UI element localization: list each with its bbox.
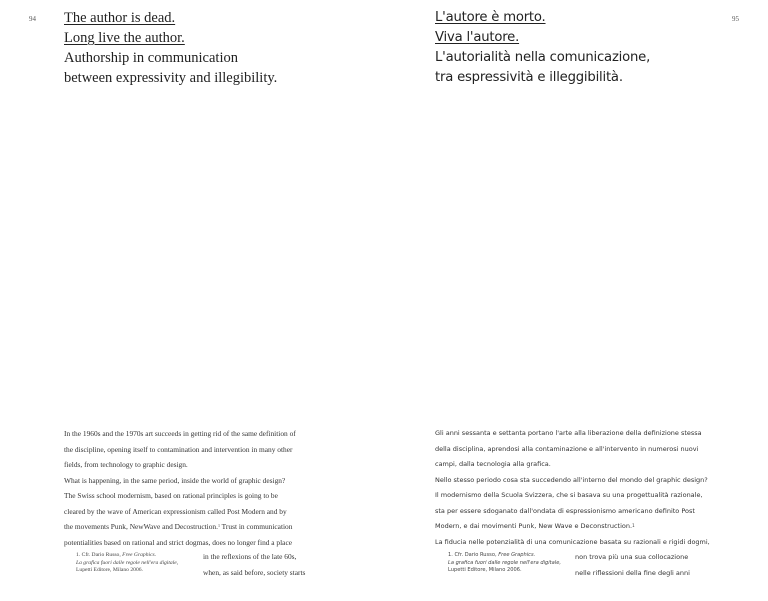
page-title	[435, 8, 650, 88]
body-line: Modern, e dai movimenti Punk, New Wave e Deconstruction.$^1$	[435, 522, 635, 530]
title-line-1: L'autore è morto.	[435, 10, 546, 25]
body-line: sta per essere sdoganato dall'ondata di espressionismo americano definito Post	[435, 506, 695, 515]
page-number: 94	[29, 15, 36, 23]
page-title	[64, 8, 277, 88]
body-continuation: in the reflexions of the late 60s, when, as said before, society starts	[203, 552, 306, 577]
title-line-2: Long live the author.	[64, 30, 185, 46]
page-number: 95	[732, 15, 739, 23]
title-line-4: tra espressività e illeggibilità.	[435, 70, 623, 85]
footnote: 1. Cfr. Dario Russo, Free Graphics. La grafica fuori dalle regole nell'era digitale, Lupetti Editore, Milano 2006.	[448, 552, 561, 574]
body-line: the discipline, opening itself to contamination and intervention in many other	[64, 444, 293, 454]
body-line: cleared by the wave of American expressionism called Post Modern and by	[64, 506, 287, 516]
right-page	[384, 0, 768, 601]
title-line-3: L'autorialità nella comunicazione,	[435, 50, 651, 65]
body-line: potentialities based on rational and strict dogmas, does no longer find a place	[64, 537, 293, 547]
body-text	[64, 426, 364, 550]
body-line: campi, dalla tecnologia alla grafica.	[435, 460, 551, 468]
body-line: the movements Punk, NewWave and Decostruction.$^1$ Trust in communication	[64, 522, 293, 531]
footnote-marker: 1	[217, 523, 220, 528]
body-line: Gli anni sessanta e settanta portano l'arte alla liberazione della definizione stessa	[435, 429, 702, 437]
title-line-4: between expressivity and illegibility.	[64, 70, 278, 86]
title-line-1: The author is dead.	[64, 10, 176, 26]
body-line: La fiducia nelle potenzialità di una comunicazione basata su razionali e rigidi dogmi,	[435, 537, 710, 546]
body-line: fields, from technology to graphic design.	[64, 460, 188, 469]
title-line-3: Authorship in communication	[64, 50, 238, 66]
title-line-2: Viva l'autore.	[435, 30, 520, 45]
body-line: In the 1960s and the 1970s art succeeds in getting rid of the same definition of	[64, 429, 296, 438]
body-text	[435, 426, 735, 550]
body-line: della disciplina, aprendosi alla contaminazione e all'intervento in numerosi nuovi	[435, 444, 699, 453]
body-line: What is happening, in the same period, inside the world of graphic design?	[64, 475, 286, 485]
body-line: The Swiss school modernism, based on rational principles is going to be	[64, 491, 278, 500]
footnote: 1. Cfr. Dario Russo, Free Graphics. La grafica fuori dalle regole nell'era digitale, Lupetti Editore, Milano 2006.	[76, 552, 179, 574]
body-line: Nello stesso periodo cosa sta succedendo all'interno del mondo del graphic design?	[435, 475, 708, 484]
body-line: Il modernismo della Scuola Svizzera, che si basava su una progettualità razionale,	[435, 491, 703, 499]
footnote-marker: 1	[632, 523, 635, 528]
body-continuation: non trova più una sua collocazione nelle riflessioni della fine degli anni	[575, 553, 690, 577]
